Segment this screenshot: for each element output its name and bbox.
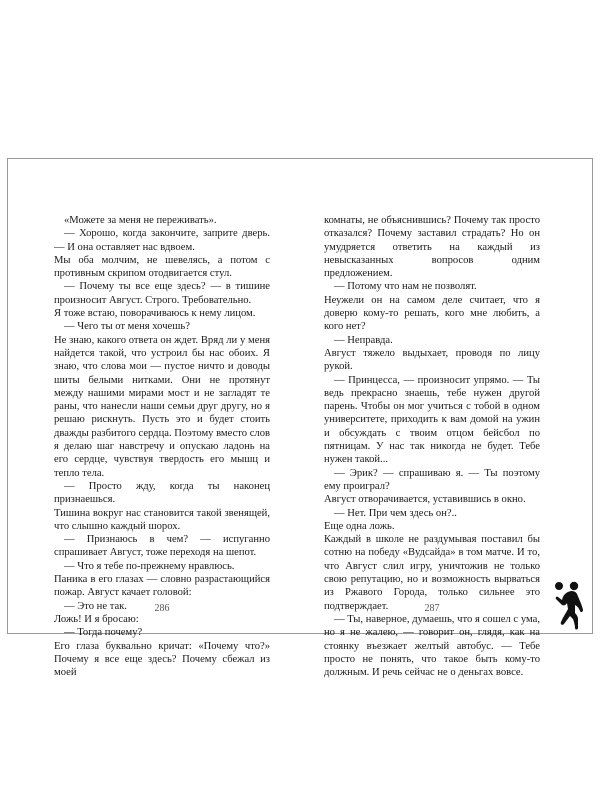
left-paragraph: Мы оба молчим, не шевелясь, а потом с противным скрипом отодвигается стул. (54, 254, 270, 280)
page-number-right: 287 (424, 603, 440, 614)
basketball-player-icon (554, 579, 588, 631)
left-paragraph: — Это не так. (64, 600, 127, 612)
right-paragraph: комнаты, не объяснившись? Почему так просто отказался? Почему заставил страдать? Но он умудряется ответить на каждый из невысказанных вопросов одним предложением. (324, 215, 540, 280)
left-paragraph: Не знаю, какого ответа он ждет. Вряд ли у меня найдется такой, что устроил бы нас обоих. Я знаю, что слова мои — пустое ничто и доводы шиты белыми нитками. Они не протянут между нашими мирами мост и не загладят те раны, что нанесли наши семьи друг другу, но я решаю рискнуть. Пусть это и будет стоить дважды разбитого сердца. Поэтому вместо слов я делаю шаг навстречу и опускаю ладонь на его сердце, чувствуя твердость его мышц и тепло тела. (54, 334, 271, 479)
left-paragraph: Паника в его глазах — словно разрастающийся пожар. Август качает головой: (54, 574, 270, 599)
left-paragraph: Ложь! И я бросаю: (54, 613, 139, 625)
right-paragraph: — Потому что нам не позволят. (334, 281, 477, 293)
left-paragraph: — Что я тебе по-прежнему нравлюсь. (64, 560, 235, 572)
left-paragraph: Тишина вокруг нас становится такой звенящей, что слышно каждый шорох. (54, 507, 270, 532)
right-paragraph: Август отворачивается, уставившись в окно. (324, 494, 526, 506)
left-paragraph: Его глаза буквально кричат: «Почему что?» Почему я все еще здесь? Почему сбежал из моей (54, 640, 270, 679)
left-page (54, 214, 271, 679)
right-paragraph: Неужели он на самом деле считает, что я доверю кому-то решать, кого мне любить, а кого нет? (324, 294, 540, 333)
left-paragraph: — Почему ты все еще здесь? — в тишине произносит Август. Строго. Требовательно. (54, 281, 270, 306)
left-paragraph: «Можете за меня не переживать». (64, 215, 217, 226)
left-paragraph: — Просто жду, когда ты наконец признаешься. (54, 480, 270, 506)
left-paragraph: — Чего ты от меня хочешь? (64, 321, 190, 333)
right-paragraph: Август тяжело выдыхает, проводя по лицу рукой. (324, 347, 540, 373)
left-paragraph: — Хорошо, когда закончите, заприте дверь. — И она оставляет нас вдвоем. (54, 228, 270, 253)
right-paragraph: — Ты, наверное, думаешь, что я сошел с ума, но я не жалею, — говорит он, глядя, как на стоянку въезжает желтый автобус. — Тебе просто не понять, что такое быть кому-то должным. И речь сейчас не о деньгах вовсе. (324, 613, 540, 679)
right-paragraph: — Эрик? — спрашиваю я. — Ты поэтому ему проиграл? (324, 467, 540, 492)
right-page (324, 214, 540, 679)
page-number-left: 286 (154, 603, 170, 614)
right-paragraph: Каждый в школе не раздумывая поставил бы сотню на победу «Вудсайда» в том матче. И то, что Август слил игру, уничтожив не только свою репутацию, но и возможность вырваться из Ржавого Города, только сильнее это подтверждает. (324, 534, 540, 612)
right-paragraph: — Нет. При чем здесь он?.. (334, 507, 457, 519)
book-spread (7, 158, 593, 679)
left-paragraph: — Признаюсь в чем? — испуганно спрашивает Август, тоже переходя на шепот. (54, 534, 270, 559)
left-paragraph: Я тоже встаю, поворачиваюсь к нему лицом. (54, 308, 256, 320)
left-paragraph: — Тогда почему? (64, 627, 143, 639)
right-paragraph: — Неправда. (334, 334, 393, 346)
right-paragraph: — Принцесса, — произносит упрямо. — Ты ведь прекрасно знаешь, тебе нужен другой парень. Чтобы он мог учиться с тобой в одном университете, приходить к вам домой на ужин и обсуждать с твоим отцом бейсбол по пятницам. У нас так никогда не будет. Тебе нужен такой... (324, 374, 540, 466)
right-paragraph: Еще одна ложь. (324, 520, 395, 532)
